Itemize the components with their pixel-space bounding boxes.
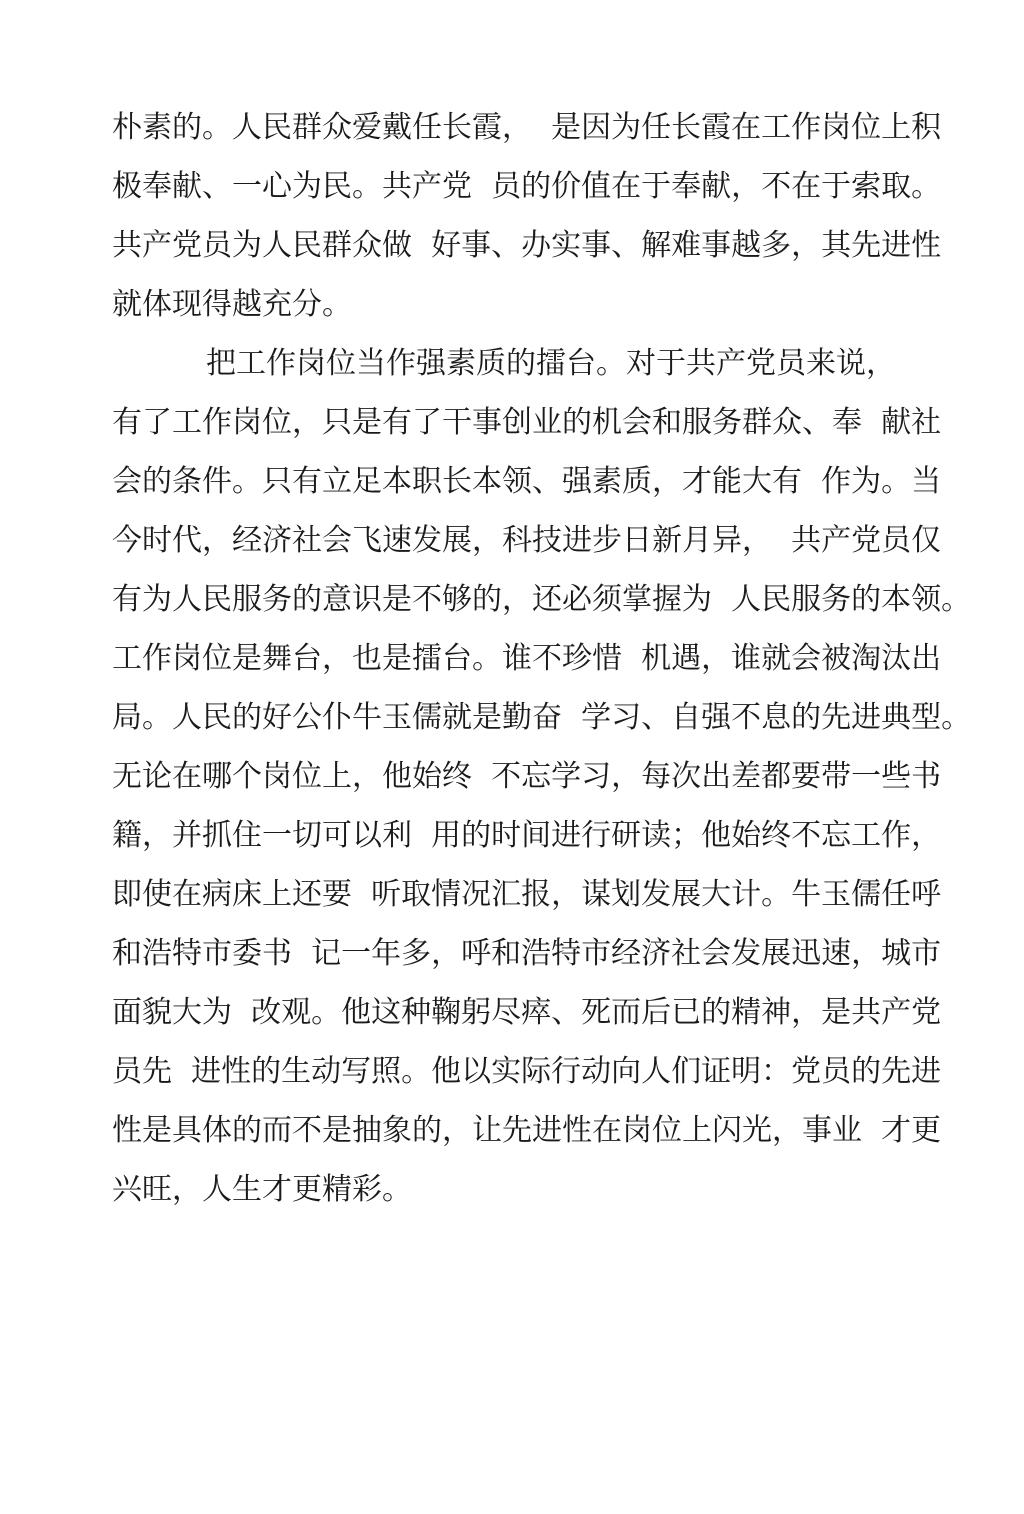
paragraph-line: 和浩特市委书 记一年多，呼和浩特市经济社会发展迅速，城市 <box>112 936 942 971</box>
paragraph-line: 面貌大为 改观。他这种鞠躬尽瘁、死而后已的精神，是共产党 <box>112 995 942 1030</box>
paragraph-line: 性是具体的而不是抽象的，让先进性在岗位上闪光，事业 才更 <box>112 1113 942 1148</box>
paragraph-line: 兴旺，人生才更精彩。 <box>112 1172 412 1207</box>
paragraph-line: 把工作岗位当作强素质的擂台。对于共产党员来说， <box>206 346 896 381</box>
paragraph-line: 籍，并抓住一切可以利 用的时间进行研读；他始终不忘工作， <box>112 818 942 853</box>
paragraph-line: 朴素的。人民群众爱戴任长霞， 是因为任长霞在工作岗位上积 <box>112 110 942 145</box>
paragraph-line: 会的条件。只有立足本职长本领、强素质，才能大有 作为。当 <box>112 464 942 499</box>
paragraph-line: 共产党员为人民群众做 好事、办实事、解难事越多，其先进性 <box>112 228 942 263</box>
paragraph-line: 有为人民服务的意识是不够的，还必须掌握为 人民服务的本领。 <box>112 582 972 617</box>
paragraph-line: 无论在哪个岗位上，他始终 不忘学习，每次出差都要带一些书 <box>112 759 942 794</box>
body-text <box>112 98 972 1219</box>
paragraph-line: 员先 进性的生动写照。他以实际行动向人们证明：党员的先进 <box>112 1054 942 1089</box>
paragraph-line: 就体现得越充分。 <box>112 287 352 322</box>
paragraph-line: 今时代，经济社会飞速发展，科技进步日新月异， 共产党员仅 <box>112 523 942 558</box>
paragraph-2 <box>112 334 972 1219</box>
paragraph-line: 局。人民的好公仆牛玉儒就是勤奋 学习、自强不息的先进典型。 <box>112 700 972 735</box>
paragraph-line: 极奉献、一心为民。共产党 员的价值在于奉献，不在于索取。 <box>112 169 942 204</box>
paragraph-1 <box>112 98 942 334</box>
paragraph-line: 有了工作岗位，只是有了干事创业的机会和服务群众、奉 献社 <box>112 405 942 440</box>
paragraph-line: 工作岗位是舞台，也是擂台。谁不珍惜 机遇，谁就会被淘汰出 <box>112 641 942 676</box>
paragraph-line: 即使在病床上还要 听取情况汇报，谋划发展大计。牛玉儒任呼 <box>112 877 942 912</box>
